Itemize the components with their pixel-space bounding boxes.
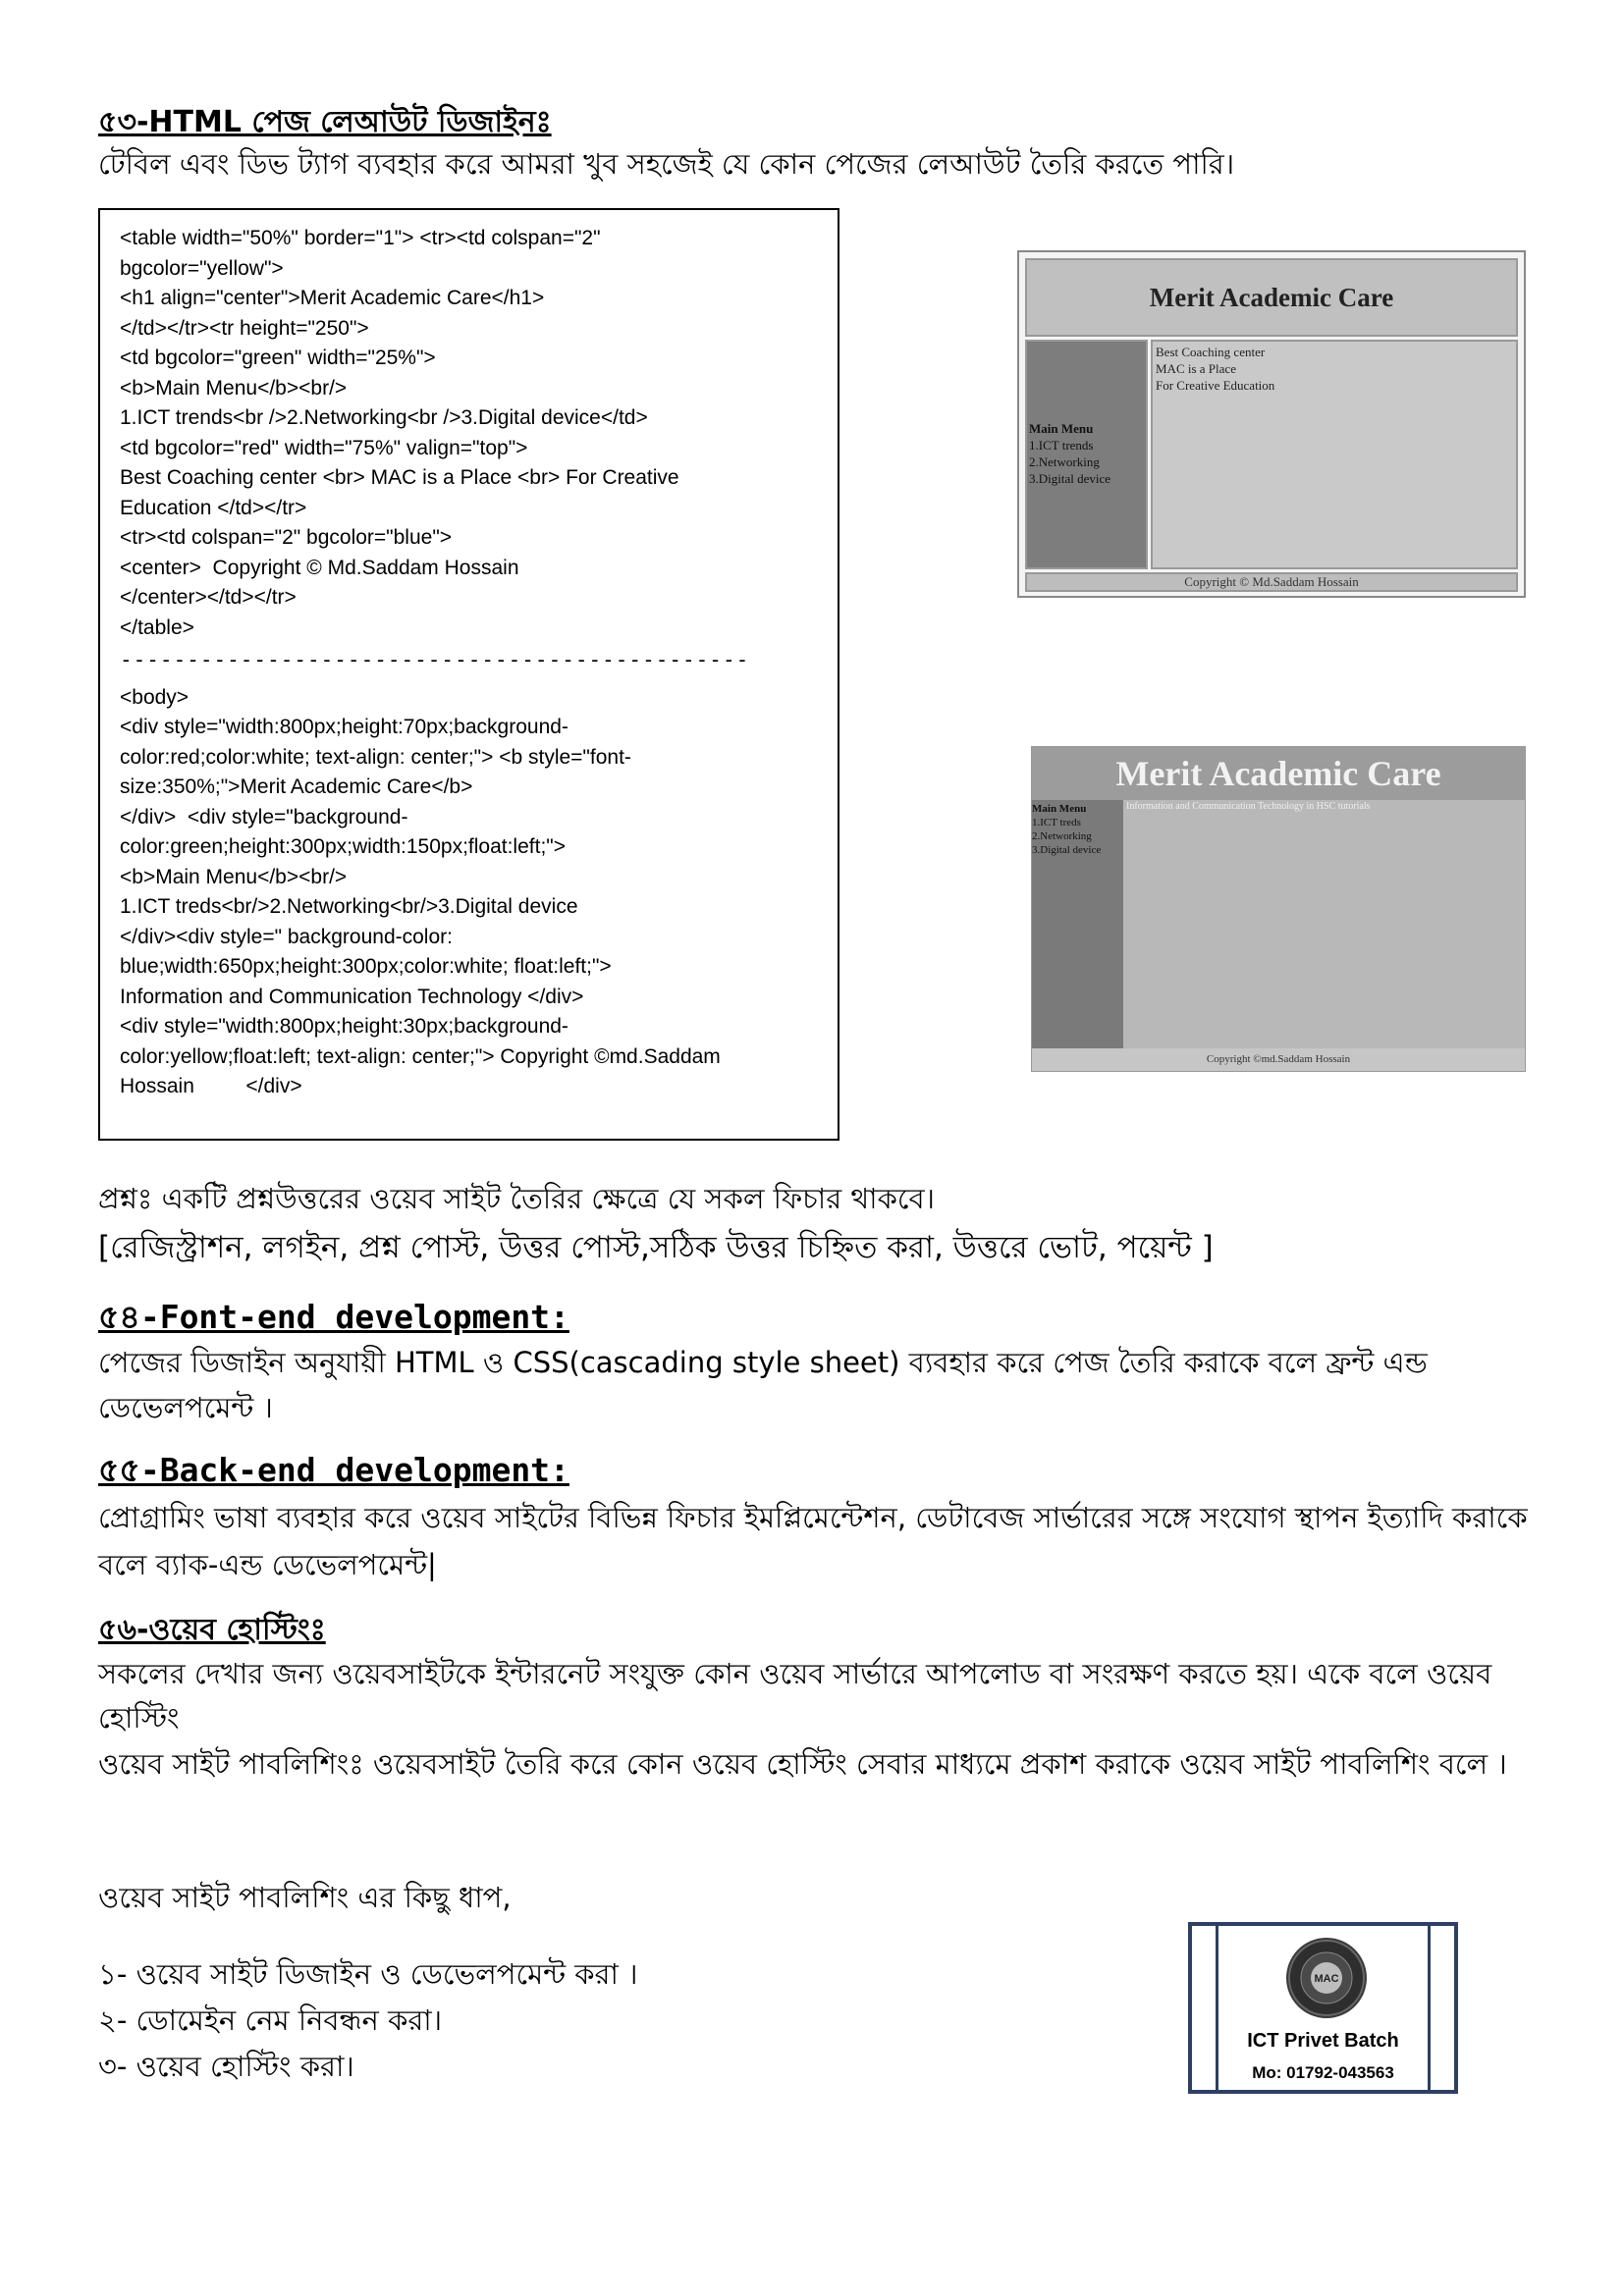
publishing-steps-title: ওয়েব সাইট পাবলিশিং এর কিছু ধাপ, [98,1881,512,1914]
preview-menu-title: Main Menu [1029,421,1094,436]
mac-logo-seal [1286,1938,1367,2018]
code-line: <body> [120,685,189,709]
preview-content-line: MAC is a Place [1156,361,1236,376]
preview-header: Merit Academic Care [1032,747,1525,800]
preview-content: Information and Communication Technology in HSC tutorials [1123,800,1525,1048]
code-line: size:350%;">Merit Academic Care</b> [120,775,473,798]
code-line: <tr><td colspan="2" bgcolor="blue"> [120,526,453,549]
preview-menu [1025,340,1148,569]
batch-phone: Mo: 01792-043563 [1252,2063,1394,2082]
section-56-hosting-body: সকলের দেখার জন্য ওয়েবসাইটকে ইন্টারনেট সংযুক্ত কোন ওয়েব সার্ভারে আপলোড বা সংরক্ষণ করতে হয়। একে বলে ওয়েব হোস্টিং [98,1657,1492,1735]
question-line: প্রশ্নঃ একটি প্রশ্নউত্তরের ওয়েব সাইট তৈরির ক্ষেত্রে যে সকল ফিচার থাকবে। [98,1182,936,1215]
code-line: blue;width:650px;height:300px;color:white; float:left;"> [120,955,612,978]
code-line: <div style="width:800px;height:70px;background- [120,716,568,738]
code-separator: ----------------------------------------------- [120,648,750,671]
section-54-heading: ৫৪-Font-end development: [98,1298,569,1336]
preview-menu-item: 3.Digital device [1032,844,1102,856]
section-56-publishing-body: ওয়েব সাইট পাবলিশিংঃ ওয়েবসাইট তৈরি করে কোন ওয়েব হোস্টিং সেবার মাধ্যমে প্রকাশ করাকে ওয়েব সাইট পাবলিশিং বলে । [98,1747,1507,1781]
code-line: <b>Main Menu</b><br/> [120,376,348,400]
preview-menu [1032,800,1123,1048]
preview-content [1151,340,1518,569]
preview-menu-item: 2.Networking [1032,830,1092,842]
code-line: color:yellow;float:left; text-align: center;"> Copyright ©md.Saddam [120,1044,721,1068]
code-line: </div><div style=" background-color: [120,925,453,948]
code-line: 1.ICT trends<br />2.Networking<br />3.Digital device</td> [120,406,648,429]
div-layout-preview [1031,746,1526,1072]
code-line: </td></tr><tr height="250"> [120,316,369,340]
section-54-body [98,1340,1542,1430]
section-54-body-a: পেজের ডিজাইন অনুযায়ী HTML ও CSS(cascading style sheet) [98,1346,900,1379]
code-line: </div> <div style="background- [120,805,408,828]
question-features: [রেজিস্ট্রাশন, লগইন, প্রশ্ন পোস্ট, উত্তর পোস্ট,সঠিক উত্তর চিহ্নিত করা, উত্তরে ভোট, পয়েন্ট ] [98,1230,1214,1265]
preview-content-line: Best Coaching center [1156,345,1266,359]
code-line: color:red;color:white; text-align: center;"> <b style="font- [120,745,631,769]
code-line: color:green;height:300px;width:150px;float:left;"> [120,835,567,858]
mac-seal-icon [1286,1938,1367,2018]
batch-title: ICT Privet Batch [1247,2030,1399,2052]
preview-menu-item: 1.ICT treds [1032,817,1081,828]
code-line: bgcolor="yellow"> [120,256,284,280]
code-line: <center> Copyright © Md.Saddam Hossain [120,556,519,579]
section-53-intro: টেবিল এবং ডিভ ট্যাগ ব্যবহার করে আমরা খুব সহজেই যে কোন পেজের লেআউট তৈরি করতে পারি। [98,147,1235,181]
code-line: Best Coaching center <br> MAC is a Place <br> For Creative [120,466,679,489]
preview-menu-item: 2.Networking [1029,454,1100,469]
preview-content-line: For Creative Education [1156,378,1275,393]
preview-footer: Copyright ©md.Saddam Hossain [1032,1048,1525,1071]
section-55-heading: ৫৫-Back-end development: [98,1451,569,1489]
code-line: Education </td></tr> [120,496,307,519]
section-55-body: প্রোগ্রামিং ভাষা ব্যবহার করে ওয়েব সাইটের বিভিন্ন ফিচার ইমপ্লিমেন্টেশন, ডেটাবেজ সার্ভারের সঙ্গে সংযোগ স্থাপন ইত্যাদি করাকে বলে ব্যাক-এন্ড ডেভেলপমেন্ট| [98,1501,1528,1581]
seal-text: MAC [1314,1973,1339,1985]
section-53-heading: ৫৩-HTML পেজ লেআউট ডিজাইনঃ [98,105,552,139]
section-54-body-b: ব্যবহার করে পেজ তৈরি করাকে বলে ফ্রন্ট এন্ড ডেভেলপমেন্ট । [98,1346,1428,1424]
code-line: 1.ICT treds<br/>2.Networking<br/>3.Digital device [120,895,578,918]
code-line: <h1 align="center">Merit Academic Care</h1> [120,287,545,309]
section-56-heading: ৫৬-ওয়েব হোস্টিংঃ [98,1613,326,1647]
publishing-step: ২- ডোমেইন নেম নিবন্ধন করা। [98,2003,443,2037]
preview-menu-title: Main Menu [1032,803,1087,815]
preview-footer: Copyright © Md.Saddam Hossain [1025,572,1518,592]
code-line: Hossain </div> [120,1075,302,1097]
code-line: <table width="50%" border="1"> <tr><td colspan="2" [120,227,601,249]
code-line: Information and Communication Technology </div> [120,985,584,1008]
preview-menu-item: 3.Digital device [1029,471,1111,486]
code-line: <td bgcolor="green" width="25%"> [120,347,436,369]
publishing-step: ১- ওয়েব সাইট ডিজাইন ও ডেভেলপমেন্ট করা । [98,1957,638,1991]
publishing-step: ৩- ওয়েব হোস্টিং করা। [98,2050,354,2083]
batch-logo-card [1188,1922,1458,2094]
preview-header: Merit Academic Care [1025,258,1518,337]
code-line: <b>Main Menu</b><br/> [120,865,348,888]
code-line: </table> [120,615,194,639]
preview-menu-item: 1.ICT trends [1029,438,1094,453]
code-line: <td bgcolor="red" width="75%" valign="top"> [120,436,528,459]
code-line: <div style="width:800px;height:30px;background- [120,1015,568,1038]
code-line: </center></td></tr> [120,586,297,609]
code-box [98,208,839,1141]
table-layout-preview [1017,250,1526,598]
